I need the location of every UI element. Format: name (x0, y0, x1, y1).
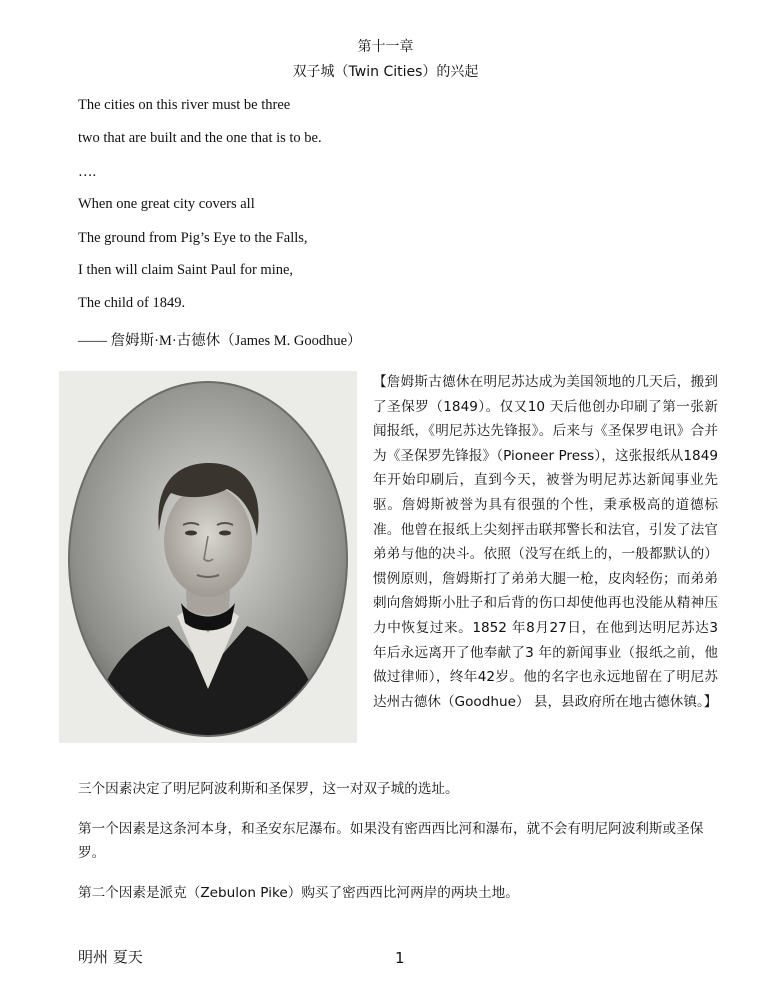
poem-line: The child of 1849. (78, 295, 186, 311)
paragraph: 第一个因素是这条河本身，和圣安东尼瀑布。如果没有密西西比河和瀑布，就不会有明尼阿波利斯或圣保罗。 (78, 821, 704, 861)
paragraph: 第二个因素是派克（Zebulon Pike）购买了密西西比河两岸的两块土地。 (78, 885, 519, 901)
poem-line: When one great city covers all (78, 196, 255, 212)
page-number: 1 (395, 949, 405, 967)
poem-line: The ground from Pig’s Eye to the Falls, (78, 230, 308, 246)
biography-sidebar: 【詹姆斯古德休在明尼苏达成为美国领地的几天后，搬到了圣保罗（1849）。仅又10 天后他创办印刷了第一张新闻报纸，《明尼苏达先锋报》。后来与《圣保罗电讯》合并为《圣保罗先锋报》（Pioneer Press），这张报纸从1849年开始印刷后，直到今天，被誉为明尼苏达新闻事业先驱。詹姆斯被誉为具有很强的个性，秉承极高的道德标准。他曾在报纸上尖刻抨击联邦警长和法官，引发了法官弟弟与他的决斗。依照（没写在纸上的，一般都默认的）惯例原则，詹姆斯打了弟弟大腿一枪，皮肉轻伤；而弟弟刺向詹姆斯小肚子和后背的伤口却使他再也没能从精神压力中恢复过来。1852 年8月27日，在他到达明尼苏达3 年后永远离开了他奉献了3 年的新闻事业（报纸之前，他做过律师），终年42岁。他的名字也永远地留在了明尼苏达州古德休（Goodhue） 县，县政府所在地古德休镇。】 (373, 374, 718, 710)
chapter-number: 第十一章 (357, 39, 414, 55)
poem-line: two that are built and the one that is to be. (78, 130, 322, 146)
poem-attribution: —— 詹姆斯·M·古德休（James M. Goodhue） (78, 333, 362, 349)
poem-line: …. (78, 164, 97, 180)
poem-line: I then will claim Saint Paul for mine, (78, 262, 294, 278)
chapter-title: 双子城（Twin Cities）的兴起 (292, 64, 479, 80)
paragraph: 三个因素决定了明尼阿波利斯和圣保罗，这一对双子城的选址。 (78, 781, 459, 797)
footer-text: 明州 夏天 (78, 948, 143, 966)
portrait-image (59, 371, 357, 743)
poem-line: The cities on this river must be three (78, 97, 291, 113)
